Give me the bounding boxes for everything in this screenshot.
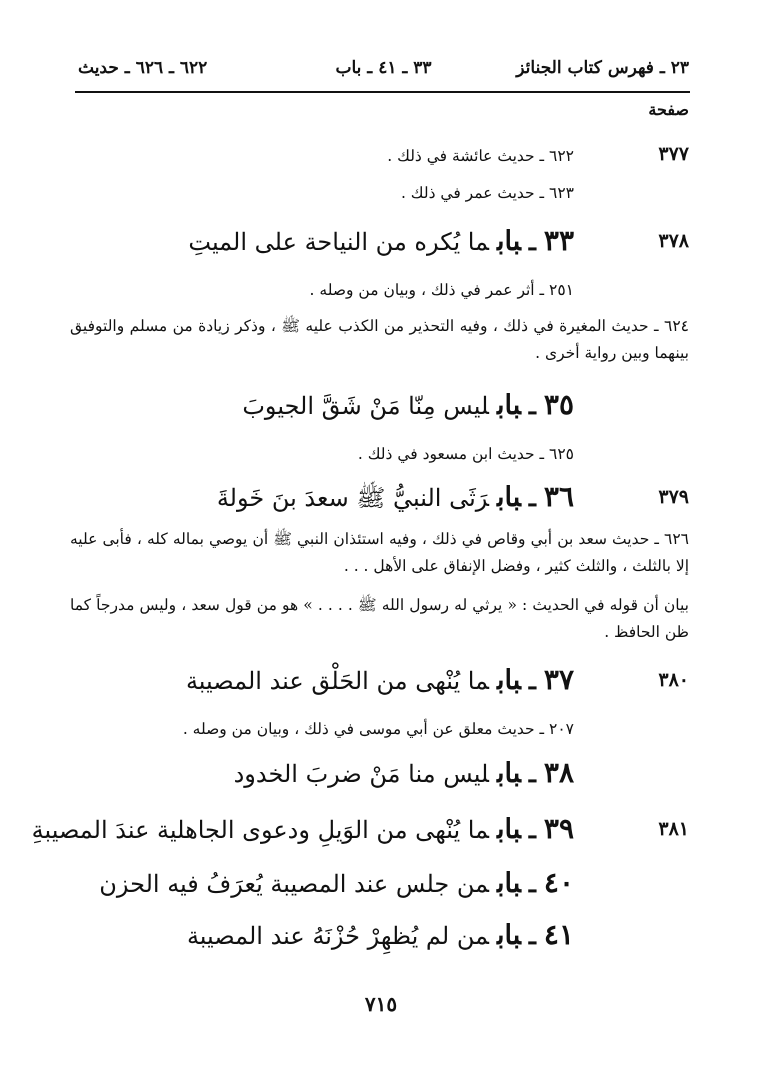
list-item [70,441,689,469]
chapter-keyword: باب [497,814,521,845]
chapter-dash: ـ [528,815,536,844]
chapter-title: ما يُنْهى من الحَلْق عند المصيبة [185,667,489,695]
chapter-title: من لم يُظهِرْ حُزْنَهُ عند المصيبة [186,922,489,950]
chapter-heading [31,812,689,850]
chapter-number: ٣٣ [543,224,574,257]
chapter-heading [70,388,689,426]
entry-text: ٦٢٢ ـ حديث عائشة في ذلك . [387,147,574,165]
list-item [70,313,689,369]
chapter-number: ٣٩ [543,812,574,845]
page-ref: ٣٧٨ [658,230,689,252]
page-ref: ٣٨١ [658,818,689,840]
list-item [70,592,689,648]
list-item [70,526,689,582]
chapter-heading [70,224,689,262]
entry-text: ٦٢٤ ـ حديث المغيرة في ذلك ، وفيه التحذير من الكذب عليه ﷺ ، وذكر زيادة من مسلم والتوفيق بينهما وبين رواية أخرى . [70,317,689,362]
entry-text: ٢٠٧ ـ حديث معلق عن أبي موسى في ذلك ، وبيان من وصله . [182,720,574,738]
entry-text: ٦٢٦ ـ حديث سعد بن أبي وقاص في ذلك ، وفيه استئذان النبي ﷺ أن يوصي بماله كله ، فأبى عليه إلا بالثلث ، والثلث كثير ، وفضل الإنفاق على الأهل . . . [70,530,689,575]
chapter-dash: ـ [528,921,536,950]
chapter-heading [70,480,689,518]
chapter-keyword: باب [497,390,521,421]
entry-text: ٢٥١ ـ أثر عمر في ذلك ، وبيان من وصله . [309,281,574,299]
page-number: ٧١٥ [364,992,398,1016]
chapter-keyword: باب [497,482,521,513]
chapter-title: ليس منا مَنْ ضربَ الخدود [233,760,489,788]
chapter-title: ما يُكره من النياحة على الميتِ [188,228,489,256]
chapter-dash: ـ [528,759,536,788]
chapter-keyword: باب [497,868,521,899]
entry-text: ٦٢٥ ـ حديث ابن مسعود في ذلك . [357,445,574,463]
page-ref: ٣٨٠ [658,669,689,691]
chapter-heading [70,918,689,956]
chapter-title: من جلس عند المصيبة يُعرَفُ فيه الحزن [99,870,489,898]
chapter-keyword: باب [497,920,521,951]
entry-note: بيان أن قوله في الحديث : « يرثي له رسول الله ﷺ . . . . » هو من قول سعد ، وليس مدرجاً كما ظن الحافظ . [70,596,689,641]
chapter-keyword: باب [497,226,521,257]
chapter-dash: ـ [528,227,536,256]
chapter-dash: ـ [528,869,536,898]
page-ref: ٣٧٩ [658,486,689,508]
chapter-heading [70,866,689,904]
chapter-number: ٣٨ [543,756,574,789]
chapter-dash: ـ [528,391,536,420]
chapter-number: ٣٧ [543,663,574,696]
list-item [70,716,689,744]
header-hadith-range: ٦٢٢ ـ ٦٢٦ ـ حديث [78,58,208,78]
chapter-title: ليس مِنّا مَنْ شَقَّ الجيوبَ [242,392,489,420]
header-section-title: ٢٣ ـ فهرس كتاب الجنائز [516,58,689,78]
chapter-number: ٣٦ [543,480,574,513]
chapter-keyword: باب [497,665,521,696]
entry-text: ٦٢٣ ـ حديث عمر في ذلك . [400,184,574,202]
list-item [70,277,689,305]
header-rule [75,91,690,93]
chapter-title: ما يُنْهى من الوَيلِ ودعوى الجاهلية عندَ المصيبةِ [31,816,489,844]
list-item [70,143,689,171]
chapter-title: رَثَى النبيُّ ﷺ سعدَ بنَ خَولةَ [216,484,489,512]
page-column-label: صفحة [648,100,689,119]
chapter-number: ٤١ [543,918,574,951]
chapter-heading [70,663,689,701]
page-ref: ٣٧٧ [658,143,689,165]
chapter-keyword: باب [497,758,521,789]
list-item [70,180,689,208]
chapter-number: ٣٥ [543,388,574,421]
chapter-heading [70,756,689,794]
chapter-number: ٤٠ [543,866,574,899]
chapter-dash: ـ [528,483,536,512]
header-chapter-range: ٣٣ ـ ٤١ ـ باب [335,58,432,78]
chapter-dash: ـ [528,666,536,695]
running-header [78,58,689,88]
